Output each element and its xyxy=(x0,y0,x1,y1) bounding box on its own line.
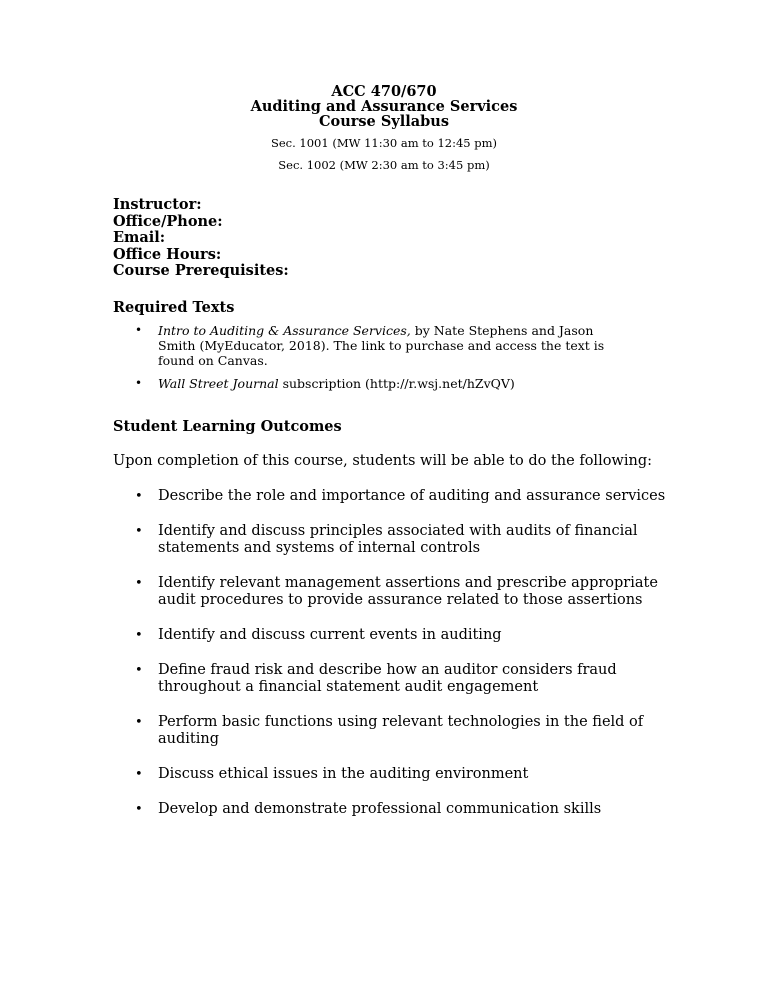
section-1002: Sec. 1002 (MW 2:30 am to 3:45 pm) xyxy=(278,158,490,172)
bullet-icon: • xyxy=(135,715,143,730)
bullet-icon: • xyxy=(135,628,143,643)
textbook-details: by Nate Stephens and Jason Smith (MyEducator, 2018). The link to purchase and access the text is found on Canvas. xyxy=(158,323,605,368)
office-hours-label: Office Hours: xyxy=(113,245,222,263)
list-item xyxy=(113,523,673,557)
outcome-text: Identify relevant management assertions and prescribe appropriate audit procedures to provide assurance related to those assertions xyxy=(158,575,658,608)
bullet-icon: • xyxy=(135,376,143,390)
instructor-label: Instructor: xyxy=(113,196,202,213)
office-phone-label: Office/Phone: xyxy=(113,212,223,230)
outcomes-intro: Upon completion of this course, students will be able to do the following: xyxy=(113,453,652,469)
list-item xyxy=(113,801,673,818)
prerequisites-label: Course Prerequisites: xyxy=(113,262,289,279)
course-name: Auditing and Assurance Services xyxy=(250,98,518,115)
list-item xyxy=(113,766,673,783)
list-item xyxy=(113,323,633,368)
list-item xyxy=(113,662,673,696)
required-texts-heading: Required Texts xyxy=(113,299,235,316)
bullet-icon: • xyxy=(135,767,143,782)
outcome-text: Identify and discuss principles associated with audits of financial statements and systems of internal controls xyxy=(158,523,638,556)
document-title: Course Syllabus xyxy=(319,113,449,130)
bullet-icon: • xyxy=(135,524,143,539)
bullet-icon: • xyxy=(135,802,143,817)
wsj-details: subscription (http://r.wsj.net/hZvQV) xyxy=(278,376,515,391)
list-item xyxy=(113,627,673,644)
outcome-text: Discuss ethical issues in the auditing environment xyxy=(158,766,529,782)
list-item xyxy=(113,488,673,505)
bullet-icon: • xyxy=(135,576,143,591)
outcome-text: Perform basic functions using relevant technologies in the field of auditing xyxy=(158,714,644,747)
course-code: ACC 470/670 xyxy=(331,83,437,100)
outcomes-list xyxy=(113,488,673,836)
textbook-title: Intro to Auditing & Assurance Services, xyxy=(158,323,411,338)
outcome-text: Describe the role and importance of auditing and assurance services xyxy=(158,488,666,504)
outcome-text: Develop and demonstrate professional communication skills xyxy=(158,801,602,817)
learning-outcomes-heading: Student Learning Outcomes xyxy=(113,418,342,435)
syllabus-header xyxy=(0,84,768,172)
section-1001: Sec. 1001 (MW 11:30 am to 12:45 pm) xyxy=(270,136,498,150)
list-item xyxy=(113,376,633,391)
bullet-icon: • xyxy=(135,323,143,337)
bullet-icon: • xyxy=(135,663,143,678)
bullet-icon: • xyxy=(135,489,143,504)
outcome-text: Identify and discuss current events in auditing xyxy=(158,627,502,643)
required-texts-list xyxy=(113,323,633,399)
list-item xyxy=(113,714,673,748)
outcome-text: Define fraud risk and describe how an auditor considers fraud throughout a financial statement audit engagement xyxy=(158,662,617,695)
course-info-block xyxy=(113,197,289,280)
email-label: Email: xyxy=(113,229,166,246)
list-item xyxy=(113,575,673,609)
wsj-title: Wall Street Journal xyxy=(158,376,279,391)
